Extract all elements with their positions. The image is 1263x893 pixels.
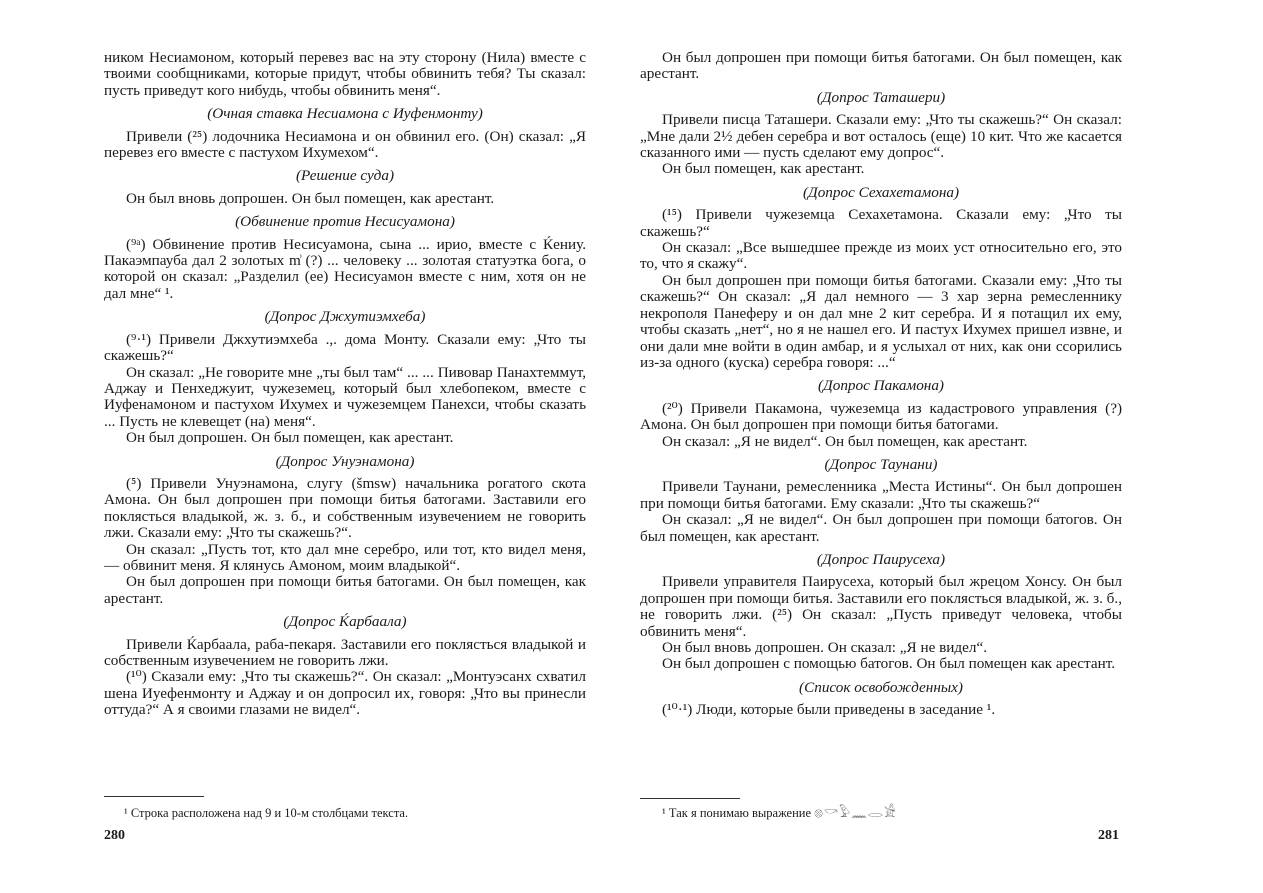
- section-heading: (Решение суда): [295, 167, 395, 185]
- page-right: [640, 0, 1122, 893]
- paragraph: Он был вновь допрошен. Он был помещен, как арестант.: [126, 189, 495, 207]
- section-heading: (Допрос Таунани): [824, 455, 938, 473]
- paragraph: Он был допрошен. Он был помещен, как арестант.: [126, 429, 454, 447]
- footnote-rule-left: [104, 796, 204, 797]
- paragraph: Он сказал: „Все вышедшее прежде из моих уст относительно его, это то, что я скажу“.: [640, 239, 1122, 273]
- paragraph: Он был допрошен при помощи битья батогами. Он был помещен, как арестант.: [640, 49, 1122, 83]
- hieroglyph-icon: 𓊖𓎡𓅱𓈖𓂋𓀀: [814, 806, 897, 821]
- paragraph: (¹⁰) Сказали ему: „Что ты скажешь?“. Он сказал: „Монтуэсанх схватил шена Иуефенмонту и Аджау и он допросил их, говоря: „Что вы принесли оттуда?“ А я своими глазами не видел“.: [104, 668, 586, 719]
- footnote-right-text: ¹ Так я понимаю выражение: [662, 806, 812, 820]
- page-left: [104, 0, 586, 893]
- paragraph: Он сказал: „Я не видел“. Он был допрошен при помощи батогов. Он был помещен, как арестант.: [640, 511, 1122, 545]
- section-heading: (Список освобожденных): [799, 678, 963, 696]
- paragraph: Привели (²⁵) лодочника Несиамона и он обвинил его. (Он) сказал: „Я перевез его вместе с пастухом Ихумехом“.: [104, 127, 586, 162]
- paragraph: Он сказал: „Не говорите мне „ты был там“ ... ... Пивовар Панахтеммут, Аджау и Пенхеджуит, чужеземец, который был хлебопеком, вместе с Иуфенамоном и пастухом Ихумех и чужеземцем Панехси, чтобы сказать ... Пусть не клевещет (на) меня“.: [104, 363, 586, 430]
- paragraph: Привели управителя Паирусеха, который был жрецом Хонсу. Он был допрошен при помощи битья. Заставили его поклясться владыкой, ж. з. б., не говорить лжи. (²⁵) Он сказал: „Пусть приведут человека, чтобы обвинить меня“.: [640, 573, 1122, 640]
- paragraph: Привели Ќарбаала, раба-пекаря. Заставили его поклясться владыкой и собственным изувечением не говорить лжи.: [104, 635, 586, 669]
- paragraph: Он сказал: „Пусть тот, кто дал мне серебро, или тот, кто видел меня, — обвинит меня. Я клянусь Амоном, моим владыкой“.: [104, 540, 586, 574]
- footnote-right: [662, 806, 897, 821]
- paragraph: (¹⁰·¹) Люди, которые были приведены в заседание ¹.: [662, 701, 996, 719]
- paragraph: (⁹ᵃ) Обвинение против Несисуамона, сына ... ирио, вместе с Ќениу. Пакаэмпауба дал 2 золотых m͗ (?) ... человеку ... золотая статуэтка бога, о которой он сказал: „Разделил (ее) Несисуамон вместе с ним, хотя он не дал мне“ ¹.: [104, 235, 586, 302]
- paragraph: Привели Таунани, ремесленника „Места Истины“. Он был допрошен при помощи битья батогами. Ему сказали: „Что ты скажешь?“: [640, 478, 1122, 512]
- paragraph: Он был допрошен с помощью батогов. Он был помещен как арестант.: [662, 655, 1116, 673]
- section-heading: (Допрос Пакамона): [818, 377, 944, 395]
- paragraph: Он сказал: „Я не видел“. Он был помещен, как арестант.: [662, 432, 1028, 450]
- section-heading: (Допрос Сехахетамона): [802, 183, 960, 201]
- section-heading: (Обвинение против Несисуамона): [235, 213, 455, 231]
- section-heading: (Допрос Паирусеха): [816, 550, 946, 568]
- footnote-left: ¹ Строка расположена над 9 и 10-м столбцами текста.: [124, 806, 409, 820]
- paragraph: (⁹·¹) Привели Джхутиэмхеба .,. дома Монту. Сказали ему: „Что ты скажешь?“: [104, 330, 586, 365]
- paragraph: Он был допрошен при помощи битья батогами. Сказали ему: „Что ты скажешь?“ Он сказал: „Я дал немного — 3 хар зерна ремесленнику некрополя Панеферу и он дал мне 2 кит серебра. И я потащил их ему, чтобы сказать „нет“, но я не нашел его. И пастух Ихумех пришел извне, и они дали мне войти в один амбар, и я услыхал от них, как они ссорились из-за одного (куска) серебра говоря: ...“: [640, 271, 1122, 371]
- paragraph: Привели писца Таташери. Сказали ему: „Что ты скажешь?“ Он сказал: „Мне дали 2½ дебен серебра и вот осталось (еще) 10 кит. Что же касается сказанного ими — пусть сделают ему допрос“.: [640, 111, 1122, 162]
- footnote-rule-right: [640, 798, 740, 799]
- paragraph: Он был допрошен при помощи битья батогами. Он был помещен, как арестант.: [104, 573, 586, 607]
- section-heading: (Допрос Ќарбаала): [283, 613, 407, 631]
- page-number-right: 281: [1098, 828, 1119, 843]
- section-heading: (Допрос Унуэнамона): [275, 452, 415, 470]
- paragraph: Он был вновь допрошен. Он сказал: „Я не видел“.: [662, 639, 987, 656]
- paragraph: (¹⁵) Привели чужеземца Сехахетамона. Сказали ему: „Что ты скажешь?“: [640, 206, 1122, 240]
- paragraph: (⁵) Привели Унуэнамона, слугу (šmsw) начальника рогатого скота Амона. Он был допрошен при помощи битья батогами. Заставили его поклясться владыкой, ж. з. б., и собственным изувечением не говорить лжи. Сказали ему: „Что ты скажешь?“.: [104, 474, 586, 542]
- section-heading: (Очная ставка Несиамона с Иуфенмонту): [207, 105, 483, 123]
- left-page-text: [104, 50, 586, 719]
- section-heading: (Допрос Джхутиэмхеба): [264, 308, 426, 326]
- paragraph: Он был помещен, как арестант.: [662, 160, 865, 178]
- right-page-text: [640, 50, 1122, 719]
- section-heading: (Допрос Таташери): [816, 88, 946, 106]
- paragraph: ником Несиамоном, который перевез вас на эту сторону (Нила) вместе с твоими сообщниками, которые придут, чтобы обвинить тебя? Ты сказал: пусть приведут кого нибудь, чтобы обвинить меня“.: [104, 49, 586, 99]
- page-number-left: 280: [104, 828, 125, 843]
- paragraph: (²⁰) Привели Пакамона, чужеземца из кадастрового управления (?) Амона. Он был допрошен при помощи битья батогами.: [640, 399, 1122, 434]
